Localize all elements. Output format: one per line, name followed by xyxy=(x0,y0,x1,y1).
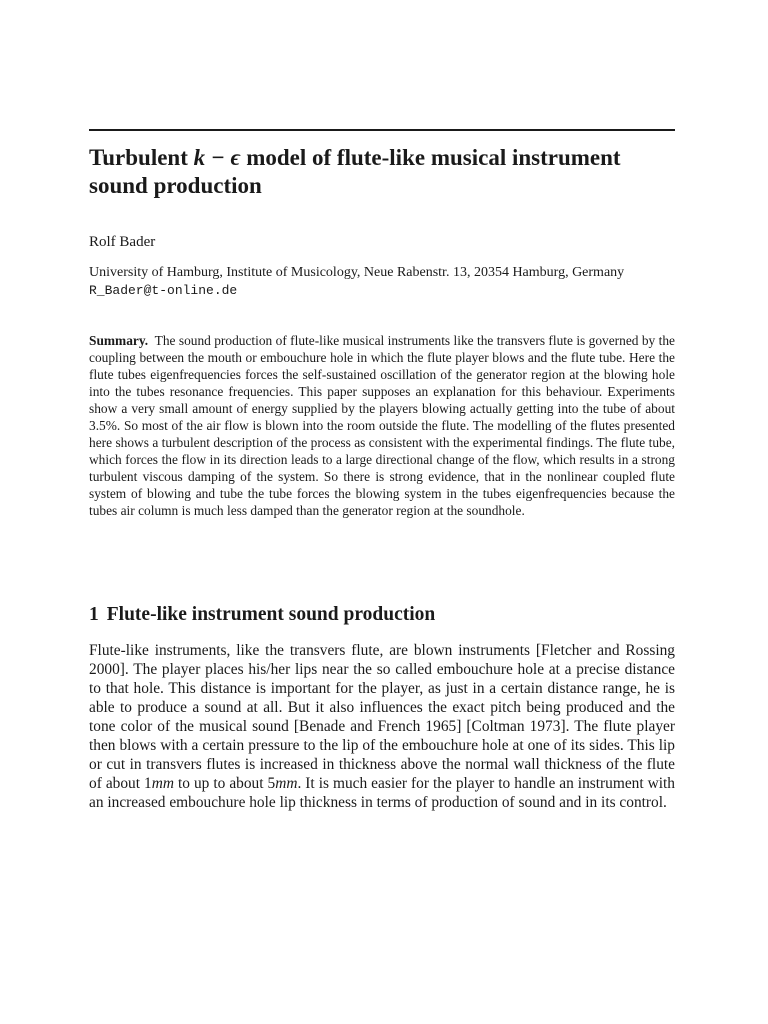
body-value-1: 1 xyxy=(144,775,152,792)
affiliation xyxy=(89,264,675,300)
body-unit-1: mm xyxy=(151,775,174,792)
affiliation-text: University of Hamburg, Institute of Musicology, Neue Rabenstr. 13, 20354 Hamburg, Germany xyxy=(89,265,625,280)
body-paragraph xyxy=(89,641,675,812)
top-rule xyxy=(89,129,675,131)
summary-label: Summary. xyxy=(89,333,149,348)
body-unit-2: mm xyxy=(275,775,298,792)
author-name: Rolf Bader xyxy=(89,234,156,250)
summary-text: The sound production of flute-like musical instruments like the transvers flute is governed by the coupling between the mouth or embouchure hole in which the flute player blows and the flute tube. Here the flute tubes eigenfrequencies forces the self-sustained oscillation of the generator region at the blowing hole into the tubes resonance frequencies. This paper supposes an explanation for this behaviour. Experiments show a very small amount of energy supplied by the players blowing actually getting into the tube of about 3.5%. So most of the air flow is blown into the room outside the flute. The modelling of the flutes presented here shows a turbulent description of the process as consistent with the experimental findings. The flute tube, which forces the flow in its direction leads to a large directional change of the flow, which results in a strong turbulent viscous damping of the system. So there is strong evidence, that in the nonlinear coupled flute system of blowing and tube the tube forces the blowing system in the tubes eigenfrequencies because the tubes air column is much less damped than the generator region at the soundhole. xyxy=(89,333,675,518)
paper-title xyxy=(89,144,675,200)
author-email: R_Bader@t-online.de xyxy=(89,283,238,298)
body-value-2: 5 xyxy=(267,775,276,792)
title-text-end: model of flute-like musical instrument sound production xyxy=(89,145,621,198)
section-heading xyxy=(89,603,675,627)
title-math: k − ϵ xyxy=(193,145,241,170)
section-title: Flute-like instrument sound production xyxy=(106,604,436,625)
title-text-start: Turbulent xyxy=(89,145,194,170)
summary-paragraph xyxy=(89,332,675,519)
body-text-part1: Flute-like instruments, like the transvers flute, are blown instruments [Fletcher and Rossing 2000]. The player places his/her lips near the so called embouchure hole at a precise distance to that hole. This distance is important for the player, as just in a certain distance range, he is able to produce a sound at all. But it also influences the exact pitch being produced and the tone color of the musical sound [Benade and French 1965] [Coltman 1973]. The flute player then blows with a certain pressure to the lip of the embouchure hole at one of its sides. This lip or cut in transvers flutes is increased in thickness above the normal wall thickness of the flute of about xyxy=(89,642,675,792)
section-number: 1 xyxy=(89,604,99,625)
body-text-part3: . It is much easier for the player to handle an instrument with an increased embouchure hole lip thickness in terms of production of sound and in its control. xyxy=(89,775,675,811)
body-text-part2: to up to about xyxy=(173,775,268,792)
